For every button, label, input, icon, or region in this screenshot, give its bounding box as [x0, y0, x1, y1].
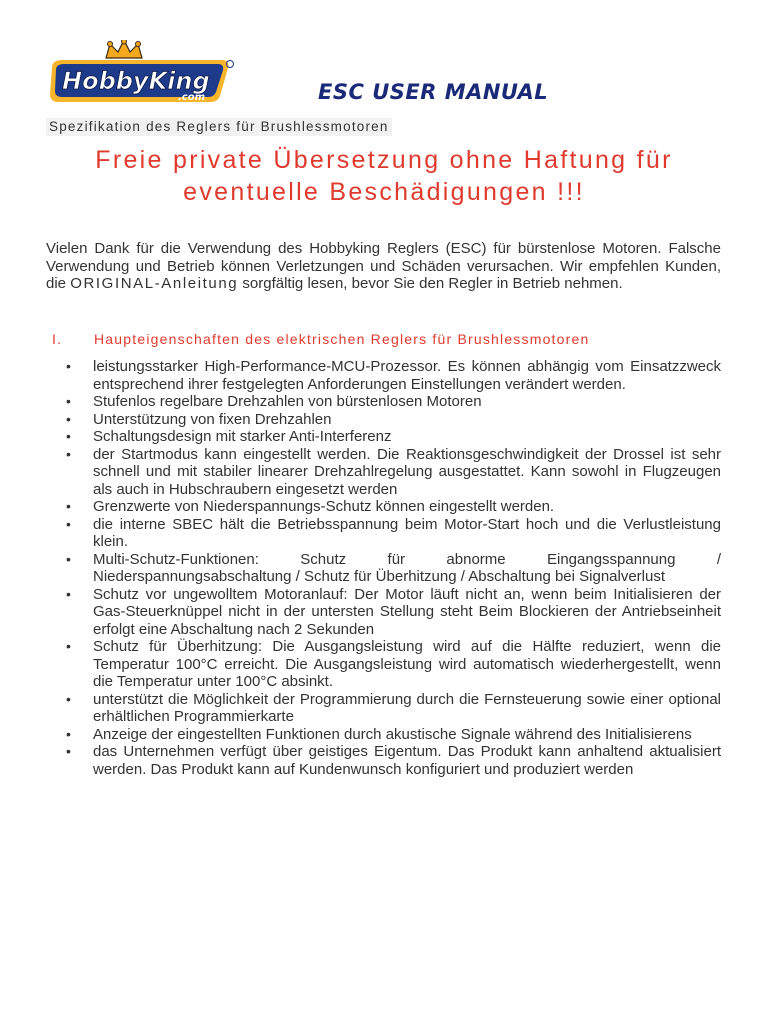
list-item: • Schutz vor ungewolltem Motoranlauf: Der Motor läuft nicht an, wenn beim Initialisieren der Gas-Steuerknüppel nicht in der untersten Stellung steht Beim Blockieren der Antriebseinheit erfolgt eine Abschaltung nach 2 Sekunden	[46, 586, 721, 639]
section-title: Haupteigenschaften des elektrischen Reglers für Brushlessmotoren	[94, 331, 590, 347]
list-item: • Schutz für Überhitzung: Die Ausgangsleistung wird auf die Hälfte reduziert, wenn die Temperatur 100°C erreicht. Die Ausgangsleistung wird automatisch wiederhergestellt, wenn die Temperatur unter 100°C absinkt.	[46, 638, 721, 691]
crown-icon	[106, 40, 142, 58]
list-item: • Grenzwerte von Niederspannungs-Schutz können eingestellt werden.	[46, 498, 721, 516]
intro-part-2: ORIGINAL-Anleitung	[70, 275, 239, 292]
list-item: • Stufenlos regelbare Drehzahlen von bürstenlosen Motoren	[46, 393, 721, 411]
hobbyking-logo	[48, 40, 238, 104]
list-item: • der Startmodus kann eingestellt werden. Die Reaktionsgeschwindigkeit der Drossel ist sehr schnell und mit stabiler linearer Drehzahlregelung ausgestattet. Kann sowohl in Flugzeugen als auch in Hubschraubern eingesetzt werden	[46, 446, 721, 499]
section-heading	[52, 331, 589, 347]
list-item: • Schaltungsdesign mit starker Anti-Interferenz	[46, 428, 721, 446]
logo-text-main: HobbyKing	[62, 67, 210, 95]
logo-text-sub: .com	[178, 92, 206, 103]
intro-paragraph	[46, 240, 721, 293]
intro-part-3: sorgfältig lesen, bevor Sie den Regler in Betrieb nehmen.	[242, 275, 623, 292]
intro-part-1: Vielen Dank für die Verwendung des Hobbyking Reglers (ESC) für bürstenlose Motoren. Falsche Verwendung und Betrieb können Verletzungen und Schäden verursachen. Wir empfehlen Kunden, die	[46, 240, 721, 292]
page-header	[0, 0, 768, 118]
section-number: I.	[52, 331, 63, 347]
list-item: • Unterstützung von fixen Drehzahlen	[46, 411, 721, 429]
spec-label: Spezifikation des Reglers für Brushlessmotoren	[46, 118, 392, 136]
manual-title: ESC USER MANUAL	[318, 80, 549, 104]
list-item: • Multi-Schutz-Funktionen: Schutz für abnorme Eingangsspannung / Niederspannungsabschaltung / Schutz für Überhitzung / Abschaltung bei Signalverlust	[46, 551, 721, 586]
disclaimer-line-1: Freie private Übersetzung ohne Haftung für	[95, 146, 673, 174]
disclaimer-line-2: eventuelle Beschädigungen !!!	[183, 178, 585, 206]
list-item: • leistungsstarker High-Performance-MCU-Prozessor. Es können abhängig vom Einsatzzweck entsprechend ihrer festgelegten Anforderungen Einstellungen verändert werden.	[46, 358, 721, 393]
feature-list	[46, 358, 721, 778]
disclaimer-heading	[0, 144, 768, 208]
list-item: • unterstützt die Möglichkeit der Programmierung durch die Fernsteuerung sowie einer optional erhältlichen Programmierkarte	[46, 691, 721, 726]
list-item: • das Unternehmen verfügt über geistiges Eigentum. Das Produkt kann anhaltend aktualisiert werden. Das Produkt kann auf Kundenwunsch konfiguriert und produziert werden	[46, 743, 721, 778]
list-item: • die interne SBEC hält die Betriebsspannung beim Motor-Start hoch und die Verlustleistung klein.	[46, 516, 721, 551]
list-item: • Anzeige der eingestellten Funktionen durch akustische Signale während des Initialisierens	[46, 726, 721, 744]
